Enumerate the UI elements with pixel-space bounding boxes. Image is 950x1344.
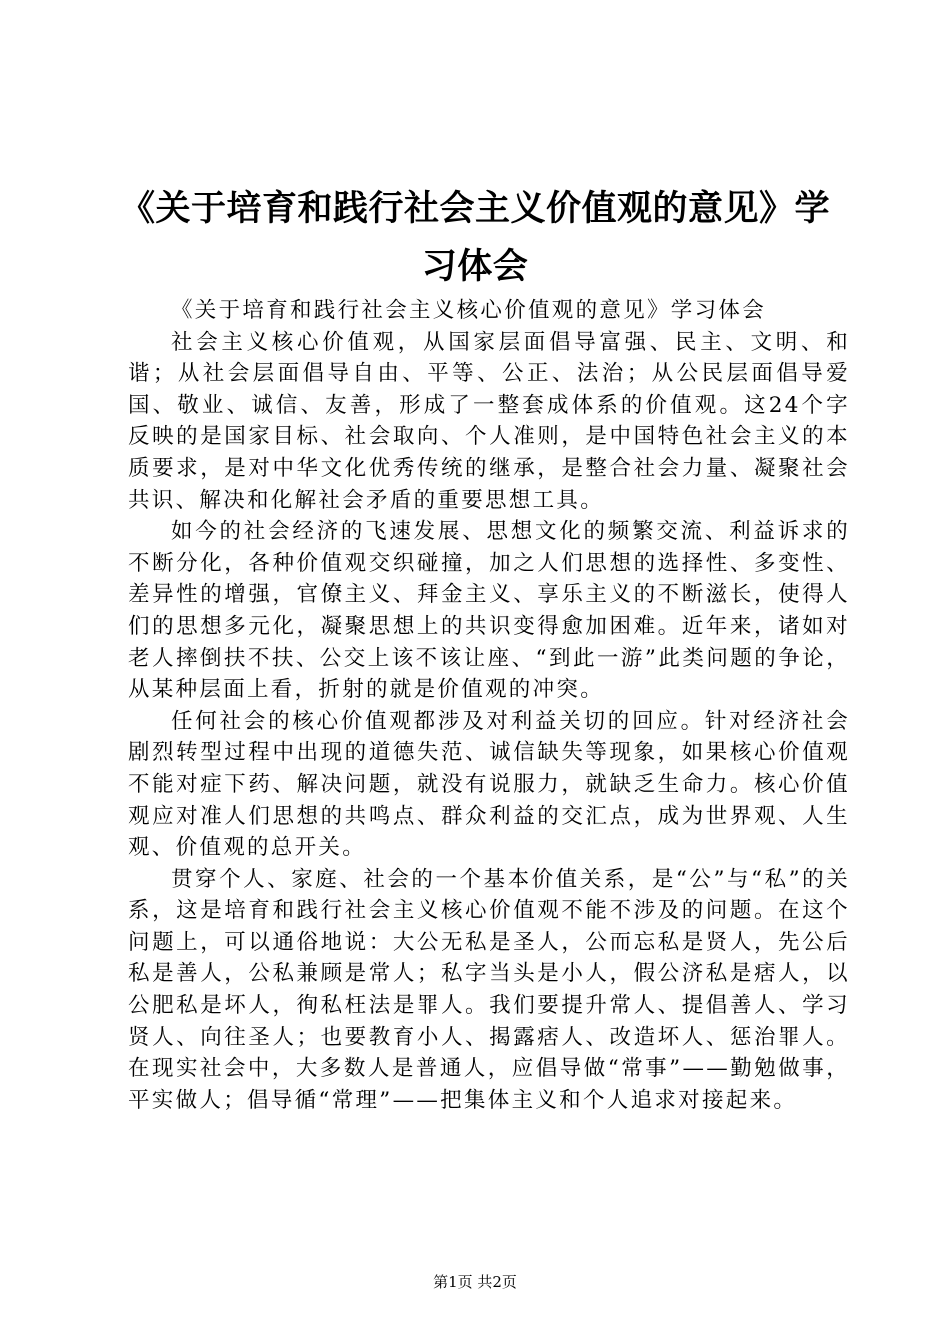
- document-body: [128, 295, 850, 1116]
- body-paragraph-4: 贯穿个人、家庭、社会的一个基本价值关系，是“公”与“私”的关系，这是培育和践行社会主义核心价值观不能不涉及的问题。在这个问题上，可以通俗地说：大公无私是圣人，公而忘私是贤人，先公后私是善人，公私兼顾是常人；私字当头是小人，假公济私是痞人，以公肥私是坏人，徇私枉法是罪人。我们要提升常人、提倡善人、学习贤人、向往圣人；也要教育小人、揭露痞人、改造坏人、惩治罪人。在现实社会中，大多数人是普通人，应倡导做“常事”——勤勉做事，平实做人；倡导循“常理”——把集体主义和个人追求对接起来。: [128, 866, 850, 1113]
- document-subtitle: 《关于培育和践行社会主义核心价值观的意见》学习体会: [171, 298, 767, 323]
- body-paragraph-1: 社会主义核心价值观，从国家层面倡导富强、民主、文明、和谐；从社会层面倡导自由、平等、公正、法治；从公民层面倡导爱国、敬业、诚信、友善，形成了一整套成体系的价值观。这24个字反映的是国家目标、社会取向、个人准则，是中国特色社会主义的本质要求，是对中华文化优秀传统的继承，是整合社会力量、凝聚社会共识、解决和化解社会矛盾的重要思想工具。: [128, 329, 850, 513]
- body-paragraph-3: 任何社会的核心价值观都涉及对利益关切的回应。针对经济社会剧烈转型过程中出现的道德失范、诚信缺失等现象，如果核心价值观不能对症下药、解决问题，就没有说服力，就缺乏生命力。核心价值观应对准人们思想的共鸣点、群众利益的交汇点，成为世界观、人生观、价值观的总开关。: [128, 708, 850, 861]
- page-footer: 第1页 共2页: [433, 1273, 517, 1291]
- document-title: 《关于培育和践行社会主义价值观的意见》学习体会: [119, 188, 830, 287]
- body-paragraph-2: 如今的社会经济的飞速发展、思想文化的频繁交流、利益诉求的不断分化，各种价值观交织碰撞，加之人们思想的选择性、多变性、差异性的增强，官僚主义、拜金主义、享乐主义的不断滋长，使得人们的思想多元化，凝聚思想上的共识变得愈加困难。近年来，诸如对老人摔倒扶不扶、公交上该不该让座、“到此一游”此类问题的争论，从某种层面上看，折射的就是价值观的冲突。: [128, 519, 850, 703]
